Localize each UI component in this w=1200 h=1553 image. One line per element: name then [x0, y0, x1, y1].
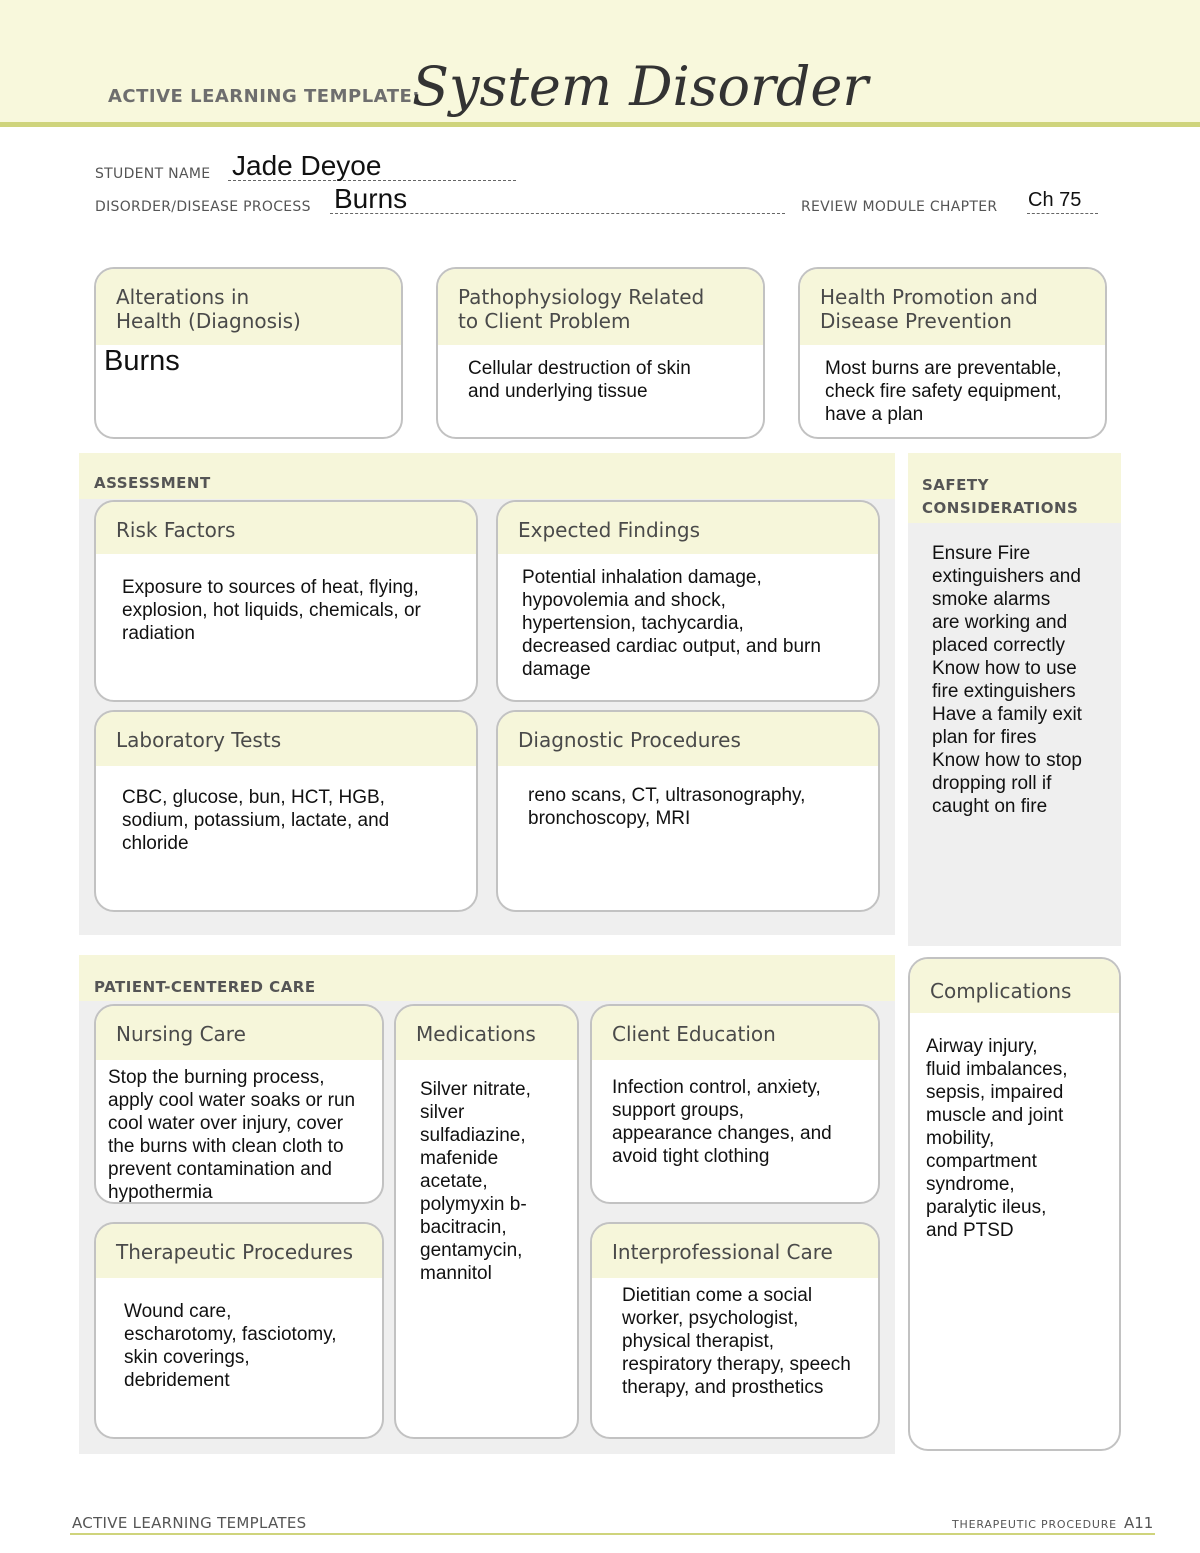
body-line: worker, psychologist, [622, 1308, 799, 1329]
body-line: syndrome, [926, 1174, 1015, 1195]
health-promotion-card-header [800, 269, 1105, 345]
alterations-card [94, 267, 403, 439]
alterations-title-line1: Alterations in [116, 285, 250, 309]
body-line: smoke alarms [932, 589, 1051, 610]
alterations-card-header [96, 269, 401, 345]
therapeutic-procedures-card-header: Therapeutic Procedures [96, 1224, 382, 1278]
body-line: avoid tight clothing [612, 1146, 770, 1167]
interprofessional-care-body[interactable] [592, 1278, 878, 1399]
body-line: escharotomy, fasciotomy, [124, 1324, 337, 1345]
body-line: Know how to stop [932, 750, 1082, 771]
body-line: fluid imbalances, [926, 1059, 1068, 1080]
complications-card-header: Complications [910, 959, 1119, 1013]
body-line: physical therapist, [622, 1331, 775, 1352]
pathophysiology-title-line1: Pathophysiology Related [458, 285, 705, 309]
student-name-value[interactable]: Jade Deyoe [232, 150, 382, 181]
body-line: are working and [932, 612, 1068, 633]
chapter-value[interactable]: Ch 75 [1028, 189, 1082, 211]
client-education-body[interactable] [592, 1060, 878, 1168]
complications-body[interactable] [910, 1013, 1119, 1242]
student-name-label: STUDENT NAME [95, 166, 211, 182]
therapeutic-procedures-card [94, 1222, 384, 1439]
medications-card [394, 1004, 579, 1439]
client-education-card-header: Client Education [592, 1006, 878, 1060]
safety-label-line2: CONSIDERATIONS [922, 499, 1079, 517]
body-line: mannitol [420, 1263, 492, 1284]
alterations-body[interactable]: Burns [104, 345, 180, 377]
health-promotion-title-line2: Disease Prevention [820, 309, 1012, 333]
diagnostic-procedures-card-header: Diagnostic Procedures [498, 712, 878, 766]
body-line: Stop the burning process, [108, 1067, 325, 1088]
template-title: System Disorder [412, 55, 869, 118]
body-line: polymyxin b- [420, 1194, 527, 1215]
body-line: compartment [926, 1151, 1037, 1172]
expected-findings-body[interactable] [498, 554, 878, 681]
body-line: damage [522, 659, 591, 680]
body-line: dropping roll if [932, 773, 1052, 794]
disorder-label: DISORDER/DISEASE PROCESS [95, 199, 311, 215]
body-line: decreased cardiac output, and burn [522, 636, 821, 657]
risk-factors-body[interactable] [96, 554, 476, 645]
body-line: sodium, potassium, lactate, and [122, 810, 390, 831]
body-line: Potential inhalation damage, [522, 567, 762, 588]
diagnostic-procedures-body[interactable] [498, 766, 878, 830]
assessment-label: ASSESSMENT [94, 474, 211, 492]
body-line: bronchoscopy, MRI [528, 808, 691, 829]
body-line: radiation [122, 623, 195, 644]
patient-care-label: PATIENT-CENTERED CARE [94, 978, 316, 996]
laboratory-tests-body[interactable] [96, 766, 476, 855]
footer-left-text: ACTIVE LEARNING TEMPLATES [72, 1514, 307, 1532]
template-label: ACTIVE LEARNING TEMPLATE: [108, 86, 420, 107]
body-line: Ensure Fire [932, 543, 1031, 564]
alterations-title-line2: Health (Diagnosis) [116, 309, 301, 333]
therapeutic-procedures-body[interactable] [96, 1278, 382, 1392]
risk-factors-card [94, 500, 478, 702]
safety-label [922, 474, 1078, 520]
interprofessional-care-card [590, 1222, 880, 1439]
nursing-care-card-header: Nursing Care [96, 1006, 382, 1060]
medications-card-header: Medications [396, 1006, 577, 1060]
pathophysiology-body[interactable] [438, 345, 763, 403]
complications-card [908, 957, 1121, 1451]
body-line: and underlying tissue [468, 381, 648, 402]
body-line: skin coverings, [124, 1347, 250, 1368]
body-line: reno scans, CT, ultrasonography, [528, 785, 806, 806]
body-line: Cellular destruction of skin [468, 358, 691, 379]
body-line: Wound care, [124, 1301, 232, 1322]
pathophysiology-card [436, 267, 765, 439]
body-line: mobility, [926, 1128, 995, 1149]
body-line: placed correctly [932, 635, 1066, 656]
body-line: sepsis, impaired [926, 1082, 1064, 1103]
body-line: have a plan [825, 404, 924, 425]
body-line: hypovolemia and shock, [522, 590, 726, 611]
laboratory-tests-card [94, 710, 478, 912]
body-line: check fire safety equipment, [825, 381, 1062, 402]
body-line: mafenide [420, 1148, 499, 1169]
nursing-care-body[interactable] [96, 1060, 382, 1204]
expected-findings-card-header: Expected Findings [498, 502, 878, 554]
body-line: extinguishers and [932, 566, 1081, 587]
chapter-label: REVIEW MODULE CHAPTER [801, 199, 998, 215]
body-line: Most burns are preventable, [825, 358, 1062, 379]
risk-factors-card-header: Risk Factors [96, 502, 476, 554]
body-line: hypothermia [108, 1182, 213, 1203]
body-line: caught on fire [932, 796, 1048, 817]
safety-panel [908, 453, 1121, 946]
expected-findings-card [496, 500, 880, 702]
footer-rule [70, 1533, 1155, 1535]
pathophysiology-title-line2: to Client Problem [458, 309, 631, 333]
client-education-card [590, 1004, 880, 1204]
body-line: the burns with clean cloth to [108, 1136, 344, 1157]
body-line: support groups, [612, 1100, 745, 1121]
health-promotion-title-line1: Health Promotion and [820, 285, 1038, 309]
body-line: silver [420, 1102, 465, 1123]
body-line: appearance changes, and [612, 1123, 832, 1144]
safety-body[interactable] [932, 542, 1082, 818]
footer-section-text: THERAPEUTIC PROCEDURE [952, 1518, 1117, 1531]
header-rule [0, 122, 1200, 127]
body-line: chloride [122, 833, 189, 854]
laboratory-tests-card-header: Laboratory Tests [96, 712, 476, 766]
body-line: Have a family exit [932, 704, 1082, 725]
body-line: sulfadiazine, [420, 1125, 526, 1146]
body-line: muscle and joint [926, 1105, 1064, 1126]
body-line: Know how to use [932, 658, 1077, 679]
diagnostic-procedures-card [496, 710, 880, 912]
body-line: and PTSD [926, 1220, 1014, 1241]
footer-page-number: A11 [1124, 1514, 1154, 1532]
body-line: bacitracin, [420, 1217, 507, 1238]
health-promotion-card [798, 267, 1107, 439]
chapter-line [1027, 213, 1098, 214]
body-line: prevent contamination and [108, 1159, 332, 1180]
body-line: plan for fires [932, 727, 1037, 748]
nursing-care-card [94, 1004, 384, 1204]
interprofessional-care-card-header: Interprofessional Care [592, 1224, 878, 1278]
body-line: paralytic ileus, [926, 1197, 1047, 1218]
body-line: therapy, and prosthetics [622, 1377, 824, 1398]
body-line: fire extinguishers [932, 681, 1076, 702]
medications-body[interactable] [396, 1060, 577, 1285]
pathophysiology-card-header [438, 269, 763, 345]
body-line: CBC, glucose, bun, HCT, HGB, [122, 787, 385, 808]
body-line: Infection control, anxiety, [612, 1077, 821, 1098]
disorder-value[interactable]: Burns [334, 183, 408, 214]
body-line: Silver nitrate, [420, 1079, 531, 1100]
safety-label-line1: SAFETY [922, 476, 989, 494]
body-line: Airway injury, [926, 1036, 1038, 1057]
body-line: gentamycin, [420, 1240, 523, 1261]
health-promotion-body[interactable] [800, 345, 1105, 426]
body-line: Exposure to sources of heat, flying, [122, 577, 419, 598]
body-line: apply cool water soaks or run [108, 1090, 356, 1111]
body-line: hypertension, tachycardia, [522, 613, 744, 634]
body-line: acetate, [420, 1171, 488, 1192]
body-line: explosion, hot liquids, chemicals, or [122, 600, 421, 621]
body-line: Dietitian come a social [622, 1285, 813, 1306]
body-line: debridement [124, 1370, 230, 1391]
body-line: cool water over injury, cover [108, 1113, 344, 1134]
body-line: respiratory therapy, speech [622, 1354, 851, 1375]
